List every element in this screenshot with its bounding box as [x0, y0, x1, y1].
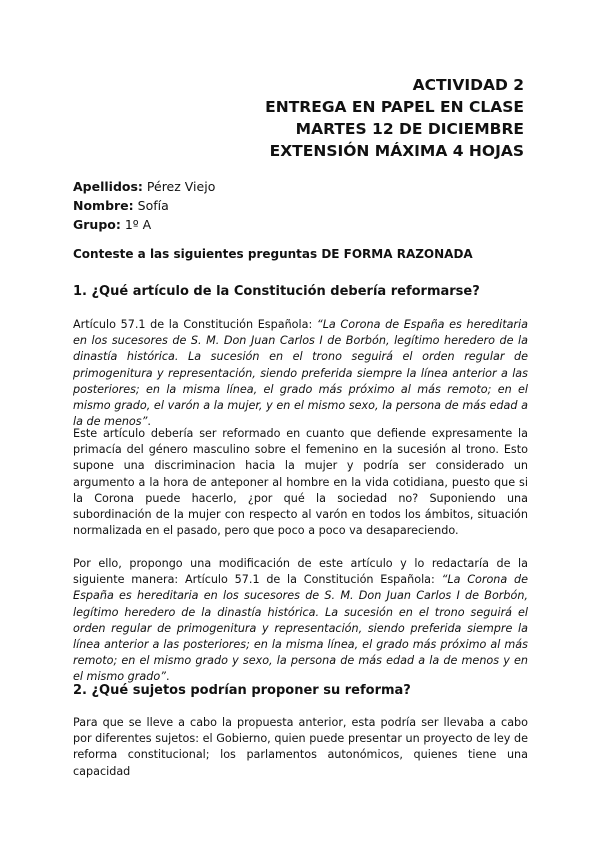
nombre-row — [73, 196, 215, 215]
apellidos-row — [73, 177, 215, 196]
q1-paragraph-argument: Este artículo debería ser reformado en cuanto que defiende expresamente la primacía del género masculino sobre el femenino en la sucesión al trono. Esto supone una discriminacion hacia la mujer y podría ser considerado un argumento a la hora de anteponer al hombre en la vida cotidiana, puesto que si la Corona puede hacerlo, ¿por qué la sociedad no? Suponiendo una subordinación de la mujer con respecto al varón en todos los ámbitos, situación normalizada en el pasado, pero que poco a poco va desapareciendo. — [73, 427, 528, 538]
q1-article-intro: Artículo 57.1 de la Constitución Española: — [73, 318, 317, 331]
grupo-row — [73, 215, 215, 234]
q1-paragraph-proposal — [73, 556, 528, 686]
header-date: MARTES 12 DE DICIEMBRE — [295, 120, 524, 138]
header-title: ACTIVIDAD 2 — [412, 76, 524, 94]
student-info — [73, 177, 215, 234]
q1-proposal-end: . — [165, 670, 170, 684]
q1-article-end: . — [147, 415, 151, 429]
nombre-value: Sofía — [133, 198, 169, 213]
q1-proposal-intro: Por ello, propongo una modificación de este artículo y lo redactaría de la siguiente manera: Artículo 57.1 de la Constitución Española: — [73, 557, 528, 587]
instructions: Conteste a las siguientes preguntas DE FORMA RAZONADA — [73, 247, 473, 261]
header-length: EXTENSIÓN MÁXIMA 4 HOJAS — [269, 142, 524, 160]
grupo-value: 1º A — [120, 217, 152, 232]
question-1-title: 1. ¿Qué artículo de la Constitución debería reformarse? — [73, 284, 480, 299]
nombre-label: Nombre: — [73, 198, 134, 213]
apellidos-label: Apellidos: — [73, 179, 143, 194]
grupo-label: Grupo: — [73, 217, 121, 232]
q1-article-quote: “La Corona de España es hereditaria en los sucesores de S. M. Don Juan Carlos I de Borbón, legítimo heredero de la dinastía histórica. La sucesión en el trono seguirá el orden regular de primogenitura y representación, siendo preferida siempre la línea anterior a las posteriores; en la misma línea, el grado más próximo al más remoto; en el mismo grado, el varón a la mujer, y en el mismo sexo, la persona de más edad a la de menos” — [73, 318, 528, 429]
assignment-header — [265, 74, 524, 162]
q1-paragraph-article — [73, 317, 528, 430]
header-delivery: ENTREGA EN PAPEL EN CLASE — [265, 98, 524, 116]
q1-proposal-quote: “La Corona de España es hereditaria en los sucesores de S. M. Don Juan Carlos I de Borbón, legítimo heredero de la dinastía histórica. La sucesión en el trono seguirá el orden regular de primogenitura y representación, siendo preferida siempre la línea anterior a las posteriores; en la misma línea, el grado más próximo al más remoto; en el mismo grado y sexo, la persona de más edad a la de menos y en el mismo grado” — [73, 573, 528, 684]
apellidos-value: Pérez Viejo — [142, 179, 216, 194]
q2-paragraph: Para que se lleve a cabo la propuesta anterior, esta podría ser llevaba a cabo por diferentes sujetos: el Gobierno, quien puede presentar un proyecto de ley de reforma constitucional; los parlamentos autonómicos, quienes tiene una capacidad — [73, 716, 528, 778]
question-2-title: 2. ¿Qué sujetos podrían proponer su reforma? — [73, 683, 411, 698]
